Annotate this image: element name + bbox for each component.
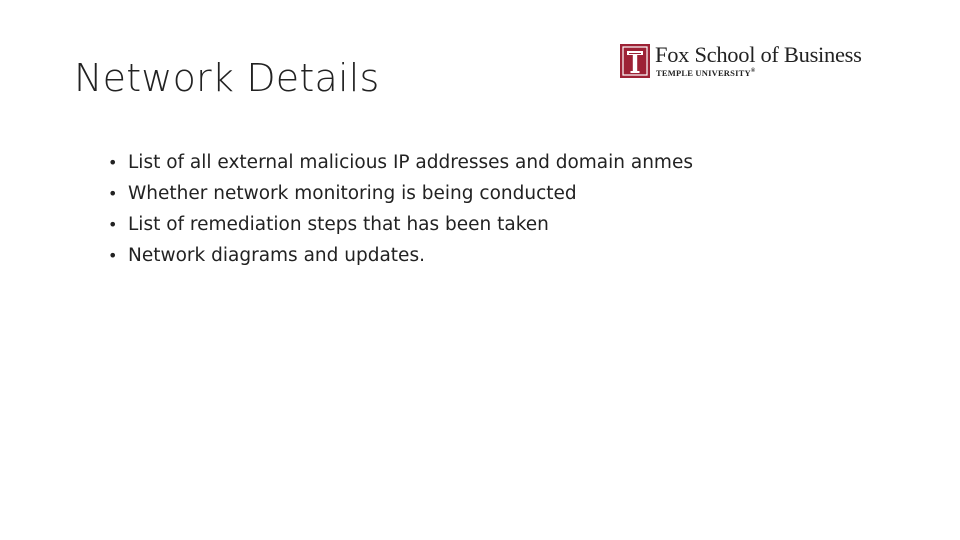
bullet-dot-icon: • [108,153,118,172]
bullet-item: • List of all external malicious IP addresses and domain anmes [108,147,693,178]
bullet-dot-icon: • [108,215,118,234]
slide-title: Network Details [74,56,380,100]
bullet-item: • Whether network monitoring is being conducted [108,178,693,209]
fox-school-logo [620,44,890,82]
logo-name: Fox School of Business [655,42,862,67]
bullet-dot-icon: • [108,246,118,265]
bullet-item: • Network diagrams and updates. [108,240,693,271]
bullet-list [108,147,693,271]
bullet-dot-icon: • [108,184,118,203]
logo-subtitle: TEMPLE UNIVERSITY® [656,68,756,78]
temple-t-icon [620,44,650,78]
bullet-item: • List of remediation steps that has been taken [108,209,693,240]
